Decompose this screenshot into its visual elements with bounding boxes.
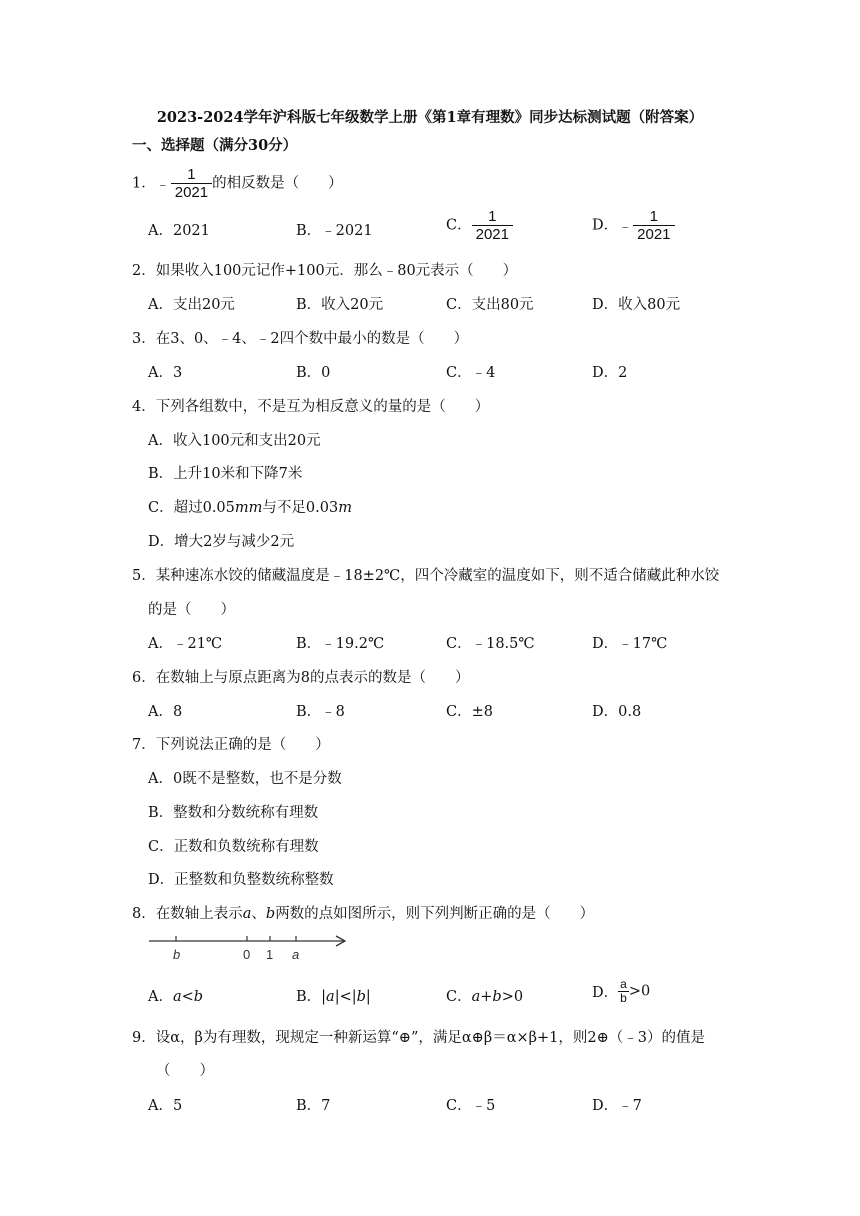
question-text: 的相反数是（ ） [212,175,343,192]
option-d: D．﹣7 [592,1098,642,1114]
variable-a: a [471,989,481,1005]
option-a: A．3 [148,365,183,381]
question-9: 9．设α，β为有理数，现规定一种新运算“⊕”，满足α⊕β＝α×β+1，则2⊕（﹣3）的值是 [132,1030,705,1046]
fraction-denominator: 2021 [637,226,671,243]
option-b [296,985,371,1006]
unit-mm: mm [234,500,263,516]
option-d: D．2 [592,365,628,381]
question-4: 4．下列各组数中，不是互为相反意义的量的是（ ） [132,399,490,415]
variable-b: b [193,989,204,1005]
option-label: C． [446,989,472,1005]
option-b: B．7 [296,1098,331,1114]
option-c: C．﹣18.5℃ [446,636,535,652]
question-text: 两数的点如图所示，则下列判断正确的是（ ） [275,906,595,922]
question-8 [132,902,594,923]
question-6: 6．在数轴上与原点距离为8的点表示的数是（ ） [132,670,470,686]
operator: >0 [501,989,524,1005]
question-text: 8．在数轴上表示 [132,906,243,922]
variable-b: b [265,906,276,922]
operator: |<| [334,989,357,1005]
fraction-denominator: 2021 [174,184,209,201]
label-b: b [173,947,181,962]
option-d: D．正整数和负整数统称整数 [148,872,334,888]
unit-m: m [338,500,352,516]
option-a: A．2021 [148,223,210,239]
option-b: B．﹣2021 [296,223,373,239]
question-1 [132,166,343,201]
fraction-numerator: 1 [633,208,674,226]
variable-b: b [356,989,366,1005]
option-c: C．﹣4 [446,365,496,381]
label-zero: 0 [243,947,251,962]
option-label: D． [592,985,619,1001]
option-b: B．﹣8 [296,704,345,720]
option-text: 与不足0.03 [262,500,339,516]
option-a: A．0既不是整数，也不是分数 [148,771,342,787]
question-3: 3．在3、0、﹣4、﹣2四个数中最小的数是（ ） [132,331,469,347]
option-a: A．8 [148,704,183,720]
option-d: D．﹣17℃ [592,636,668,652]
option-d: D．0.8 [592,704,642,720]
operator: + [480,989,493,1005]
document-title: 2023-2024学年沪科版七年级数学上册《第1章有理数》同步达标测试题（附答案） [156,109,704,126]
fraction [472,208,513,243]
option-a: A．﹣21℃ [148,636,223,652]
variable-a: a [326,989,335,1005]
number-line-figure [146,930,352,964]
question-5-continued: 的是（ ） [148,602,235,618]
fraction [171,166,212,201]
fraction-numerator: 1 [171,166,212,184]
fraction [633,208,674,243]
question-2: 2．如果收入100元记作+100元．那么﹣80元表示（ ） [132,263,518,279]
question-5: 5．某种速冻水饺的储藏温度是﹣18±2℃，四个冷藏室的温度如下，则不适合储藏此种水饺 [132,568,720,584]
option-a: A．收入100元和支出20元 [148,433,321,449]
option-b: B．﹣19.2℃ [296,636,385,652]
operator: < [181,989,194,1005]
option-a: A．支出20元 [148,297,235,313]
option-label: B．| [296,989,327,1005]
section-heading: 一、选择题（满分30分） [132,137,298,154]
option-c [446,985,523,1006]
fraction-denominator: b [620,991,627,1005]
option-d [592,978,650,1005]
option-b: B．整数和分数统称有理数 [148,805,319,821]
fraction [618,978,629,1005]
variable-b: b [492,989,502,1005]
option-label: A． [148,989,173,1005]
option-label: D． [592,217,619,234]
question-9-continued: （ ） [156,1063,214,1079]
option-c [446,208,513,243]
option-c [148,496,352,517]
label-a: a [292,947,300,962]
question-number: 1． [132,175,156,192]
option-c: C．﹣5 [446,1098,496,1114]
operator: | [365,989,371,1005]
option-b: B．上升10米和下降7米 [148,466,303,482]
option-d: D．收入80元 [592,297,681,313]
fraction-numerator: a [620,977,627,991]
option-c: C．±8 [446,704,493,720]
variable-a: a [242,906,252,922]
option-c: C．支出80元 [446,297,534,313]
question-7: 7．下列说法正确的是（ ） [132,737,330,753]
option-a: A．5 [148,1098,183,1114]
option-d: D．增大2岁与减少2元 [148,534,295,550]
option-b: B．收入20元 [296,297,384,313]
minus-sign: ﹣ [618,217,633,234]
fraction-numerator: 1 [472,208,513,226]
option-c: C．正数和负数统称有理数 [148,839,319,855]
option-text: C．超过0.05 [148,500,235,516]
option-b: B．0 [296,365,331,381]
operator: >0 [628,983,651,1000]
option-a [148,985,203,1006]
option-label: C． [446,217,472,234]
separator: 、 [251,906,266,922]
label-one: 1 [266,947,274,962]
fraction-denominator: 2021 [475,226,509,243]
minus-sign: ﹣ [155,175,170,192]
variable-a: a [172,989,182,1005]
option-d [592,208,675,243]
